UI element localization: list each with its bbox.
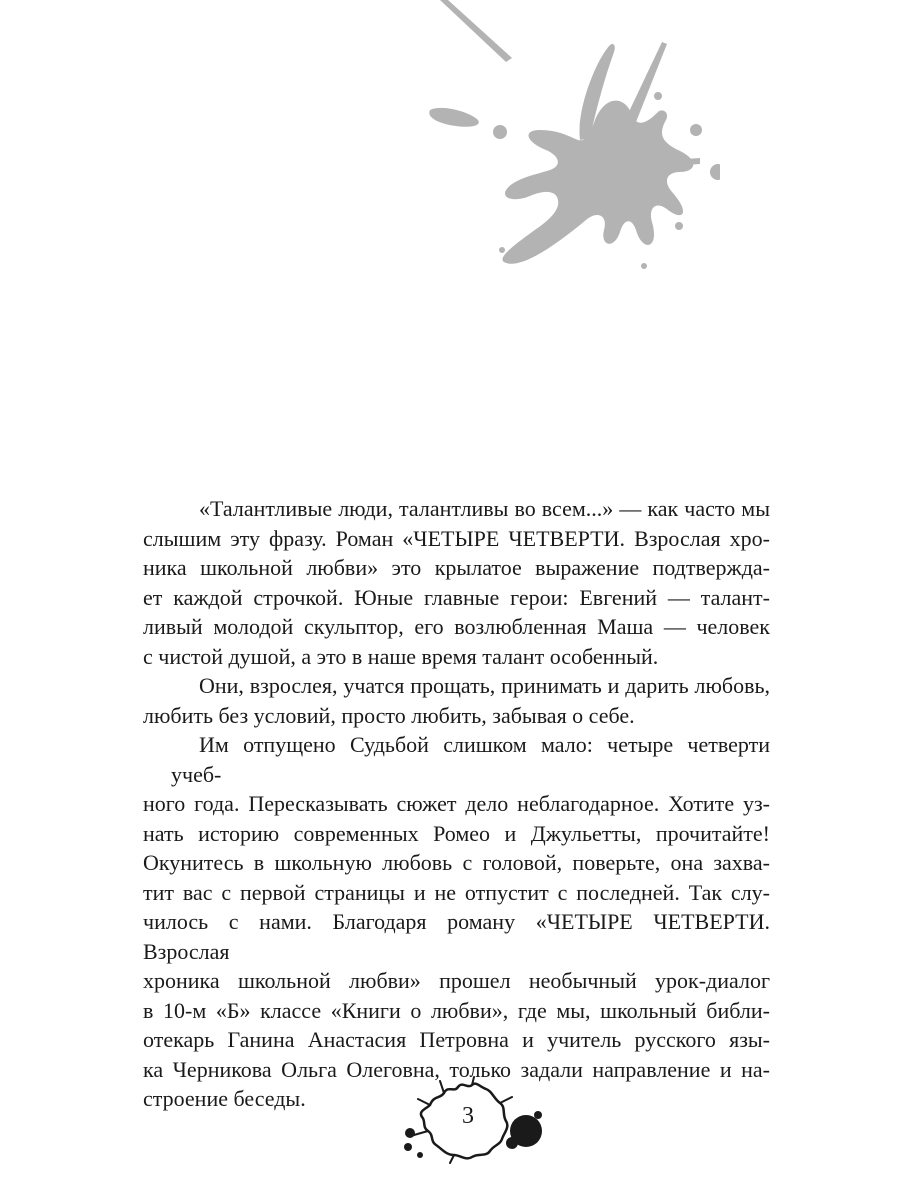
paragraph-3	[143, 730, 770, 1114]
page-number: 3	[462, 1103, 474, 1129]
text-line: ника школьной любви» это крылатое выражение подтвержда-	[143, 555, 770, 580]
text-line: «Талантливые люди, талантливы во всем...» — как часто мы	[199, 496, 770, 521]
text-line: ливый молодой скульптор, его возлюбленная Маша — человек	[143, 614, 770, 639]
text-line: с чистой душой, а это в наше время талант особенный.	[143, 643, 659, 669]
paragraph-1	[143, 494, 770, 671]
page-number-badge	[400, 1075, 552, 1165]
text-line: любить без условий, просто любить, забывая о себе.	[143, 702, 635, 728]
text-line: Им отпущено Судьбой слишком мало: четыре четверти учеб-	[171, 732, 770, 787]
text-line: нать историю современных Ромео и Джульетты, прочитайте!	[143, 820, 770, 846]
ink-splash-decoration	[400, 0, 720, 300]
text-line: строение беседы.	[143, 1086, 306, 1111]
text-line: ного года. Пересказывать сюжет дело неблагодарное. Хотите уз-	[143, 791, 770, 816]
text-line: слышим эту фразу. Роман «ЧЕТЫРЕ ЧЕТВЕРТИ. Взрослая хро-	[143, 525, 770, 551]
body-text	[143, 494, 770, 1114]
text-line: ет каждой строчкой. Юные главные герои: Евгений — талант-	[143, 584, 770, 610]
text-line: хроника школьной любви» прошел необычный урок-диалог	[143, 968, 770, 993]
text-line: чилось с нами. Благодаря роману «ЧЕТЫРЕ ЧЕТВЕРТИ. Взрослая	[143, 909, 770, 964]
text-line: в 10-м «Б» классе «Книги о любви», где мы, школьный библи-	[143, 997, 770, 1023]
text-line: отекарь Ганина Анастасия Петровна и учитель русского язы-	[143, 1027, 770, 1052]
text-line: ка Черникова Ольга Олеговна, только задали направление и на-	[143, 1056, 770, 1082]
text-line: Они, взрослея, учатся прощать, принимать и дарить любовь,	[199, 673, 770, 698]
paragraph-2	[143, 671, 770, 730]
text-line: Окунитесь в школьную любовь с головой, поверьте, она захва-	[143, 850, 770, 875]
text-line: тит вас с первой страницы и не отпустит с последней. Так слу-	[143, 879, 770, 905]
